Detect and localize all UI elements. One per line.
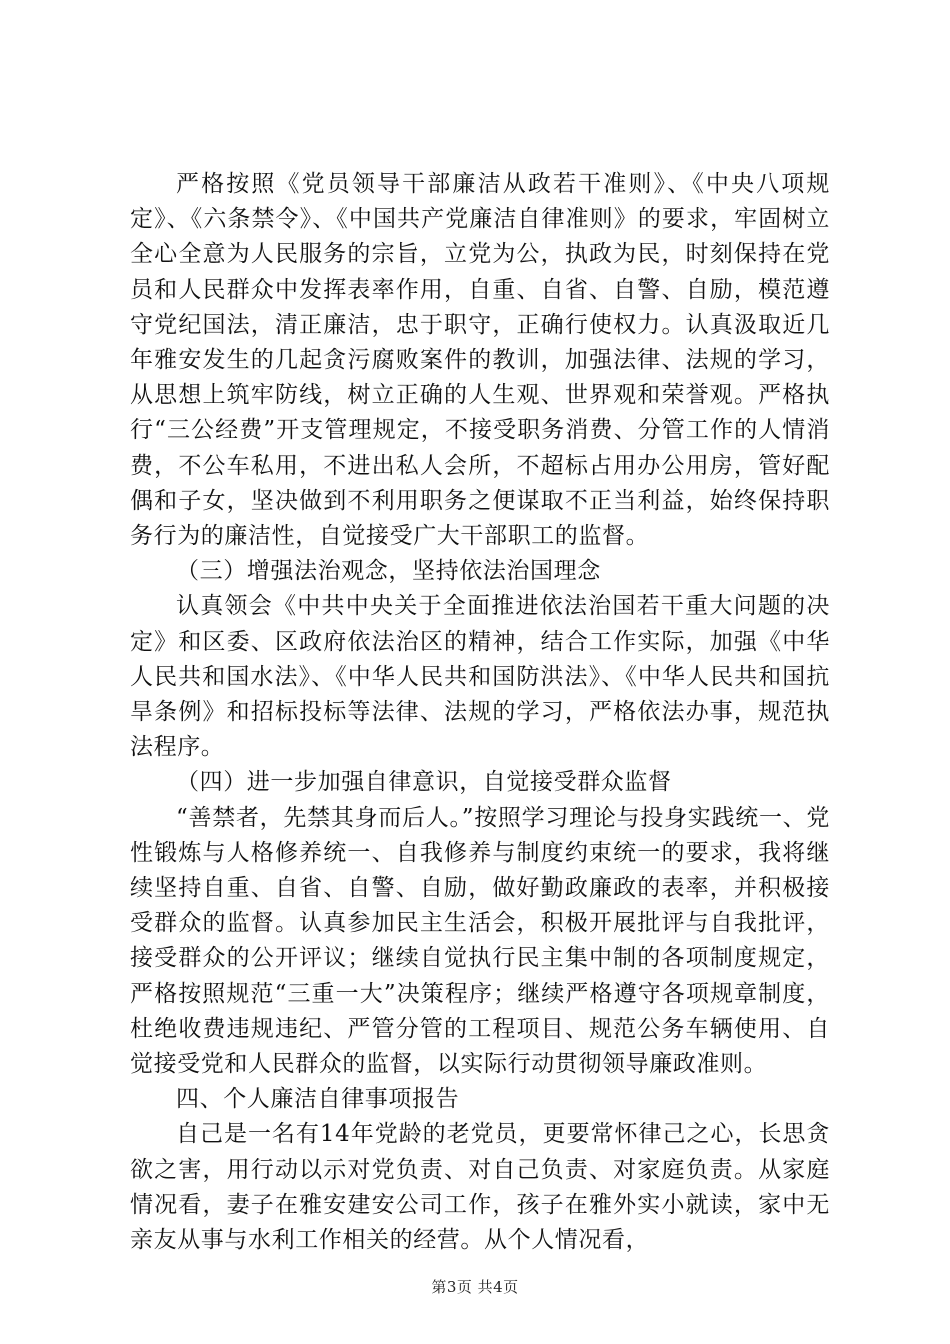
page-number-footer: 第3页 共4页 [431,1278,519,1296]
section-heading-rule-of-law: （三）增强法治观念，坚持依法治国理念 [176,558,601,585]
paragraph-discipline-standards: 严格按照《党员领导干部廉洁从政若干准则》、《中央八项规定》、《六条禁令》、《中国共产党廉洁自律准则》的要求，牢固树立全心全意为人民服务的宗旨，立党为公，执政为民，时刻保持在党员和人民群众中发挥表率作用，自重、自省、自警、自励，模范遵守党纪国法，清正廉洁，忠于职守，正确行使权力。认真汲取近几年雅安发生的几起贪污腐败案件的教训，加强法律、法规的学习，从思想上筑牢防线，树立正确的人生观、世界观和荣誉观。严格执行“三公经费”开支管理规定，不接受职务消费、分管工作的人情消费，不公车私用，不进出私人会所，不超标占用办公用房，管好配偶和子女，坚决做到不利用职务之便谋取不正当利益，始终保持职务行为的廉洁性，自觉接受广大干部职工的监督。 [130,171,830,550]
section-heading-self-discipline: （四）进一步加强自律意识，自觉接受群众监督 [176,769,672,796]
paragraph-self-discipline: “善禁者，先禁其身而后人。”按照学习理论与投身实践统一、党性锻炼与人格修养统一、自我修养与制度约束统一的要求，我将继续坚持自重、自省、自警、自励，做好勤政廉政的表率，并积极接受群众的监督。认真参加民主生活会，积极开展批评与自我批评，接受群众的公开评议；继续自觉执行民主集中制的各项制度规定，严格按照规范“三重一大”决策程序；继续严格遵守各项规章制度，杜绝收费违规违纪、严管分管的工程项目、规范公务车辆使用、自觉接受党和人民群众的监督，以实际行动贯彻领导廉政准则。 [130,804,830,1078]
paragraph-personal-report: 自己是一名有14年党龄的老党员，更要常怀律己之心，长思贪欲之害，用行动以示对党负责、对自己负责、对家庭负责。从家庭情况看，妻子在雅安建安公司工作，孩子在雅外实小就读，家中无亲友从事与水利工作相关的经营。从个人情况看， [130,1121,830,1254]
document-body [130,167,830,1258]
paragraph-rule-of-law: 认真领会《中共中央关于全面推进依法治国若干重大问题的决定》和区委、区政府依法治区的精神，结合工作实际，加强《中华人民共和国水法》、《中华人民共和国防洪法》、《中华人民共和国抗旱条例》和招标投标等法律、法规的学习，严格依法办事，规范执法程序。 [130,593,830,761]
section-heading-personal-report: 四、个人廉洁自律事项报告 [176,1086,460,1113]
